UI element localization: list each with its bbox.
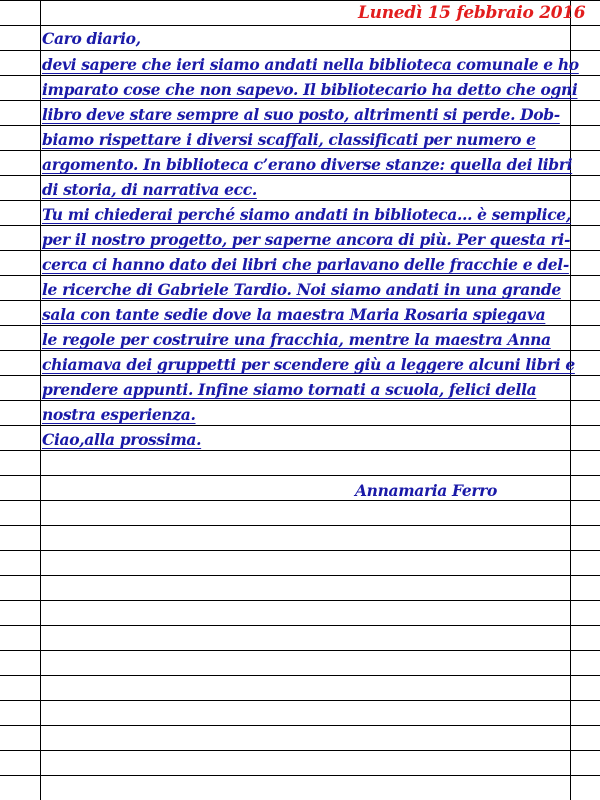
ruled-line [0, 450, 600, 451]
text-line: argomento. In biblioteca c’erano diverse stanze: quella dei libri [42, 155, 573, 174]
text-line: di storia, di narrativa ecc. [42, 180, 257, 199]
ruled-line [0, 350, 600, 351]
ruled-line [0, 325, 600, 326]
ruled-line [0, 475, 600, 476]
text-line: Tu mi chiederai perché siamo andati in biblioteca… è semplice, [42, 205, 571, 224]
ruled-line [0, 375, 600, 376]
diary-date: Lunedì 15 febbraio 2016 [358, 3, 586, 23]
signature: Annamaria Ferro [355, 481, 497, 500]
text-line: cerca ci hanno dato dei libri che parlavano delle fracchie e del- [42, 255, 569, 274]
text-line: biamo rispettare i diversi scaffali, classificati per numero e [42, 130, 536, 149]
text-line: prendere appunti. Infine siamo tornati a scuola, felici della [42, 380, 537, 399]
ruled-line [0, 750, 600, 751]
ruled-line [0, 150, 600, 151]
ruled-line [0, 175, 600, 176]
ruled-line [0, 25, 600, 26]
ruled-line [0, 725, 600, 726]
text-line: sala con tante sedie dove la maestra Maria Rosaria spiegava [42, 305, 546, 324]
ruled-line [0, 250, 600, 251]
text-line: per il nostro progetto, per saperne ancora di più. Per questa ri- [42, 230, 571, 249]
text-line: Ciao,alla prossima. [42, 430, 202, 449]
ruled-line [0, 525, 600, 526]
ruled-line [0, 125, 600, 126]
ruled-line [0, 50, 600, 51]
ruled-line [0, 625, 600, 626]
text-line: le regole per costruire una fracchia, mentre la maestra Anna [42, 330, 551, 349]
ruled-line [0, 500, 600, 501]
ruled-line [0, 200, 600, 201]
ruled-line [0, 700, 600, 701]
ruled-line [0, 0, 600, 1]
ruled-line [0, 775, 600, 776]
ruled-line [0, 75, 600, 76]
text-line: libro deve stare sempre al suo posto, altrimenti si perde. Dob- [42, 105, 560, 124]
ruled-line [0, 550, 600, 551]
left-margin-line [40, 0, 41, 800]
text-line: Caro diario, [42, 29, 141, 48]
text-line: chiamava dei gruppetti per scendere giù a leggere alcuni libri e [42, 355, 575, 374]
ruled-line [0, 675, 600, 676]
ruled-line [0, 650, 600, 651]
text-line: nostra esperienza. [42, 405, 196, 424]
right-margin-line [570, 0, 571, 800]
ruled-line [0, 225, 600, 226]
ruled-line [0, 575, 600, 576]
ruled-line [0, 100, 600, 101]
text-line: le ricerche di Gabriele Tardio. Noi siamo andati in una grande [42, 280, 561, 299]
ruled-line [0, 400, 600, 401]
text-line: devi sapere che ieri siamo andati nella biblioteca comunale e ho [42, 55, 579, 74]
ruled-line [0, 425, 600, 426]
ruled-line [0, 600, 600, 601]
ruled-line [0, 275, 600, 276]
ruled-line [0, 300, 600, 301]
text-line: imparato cose che non sapevo. Il bibliotecario ha detto che ogni [42, 80, 578, 99]
